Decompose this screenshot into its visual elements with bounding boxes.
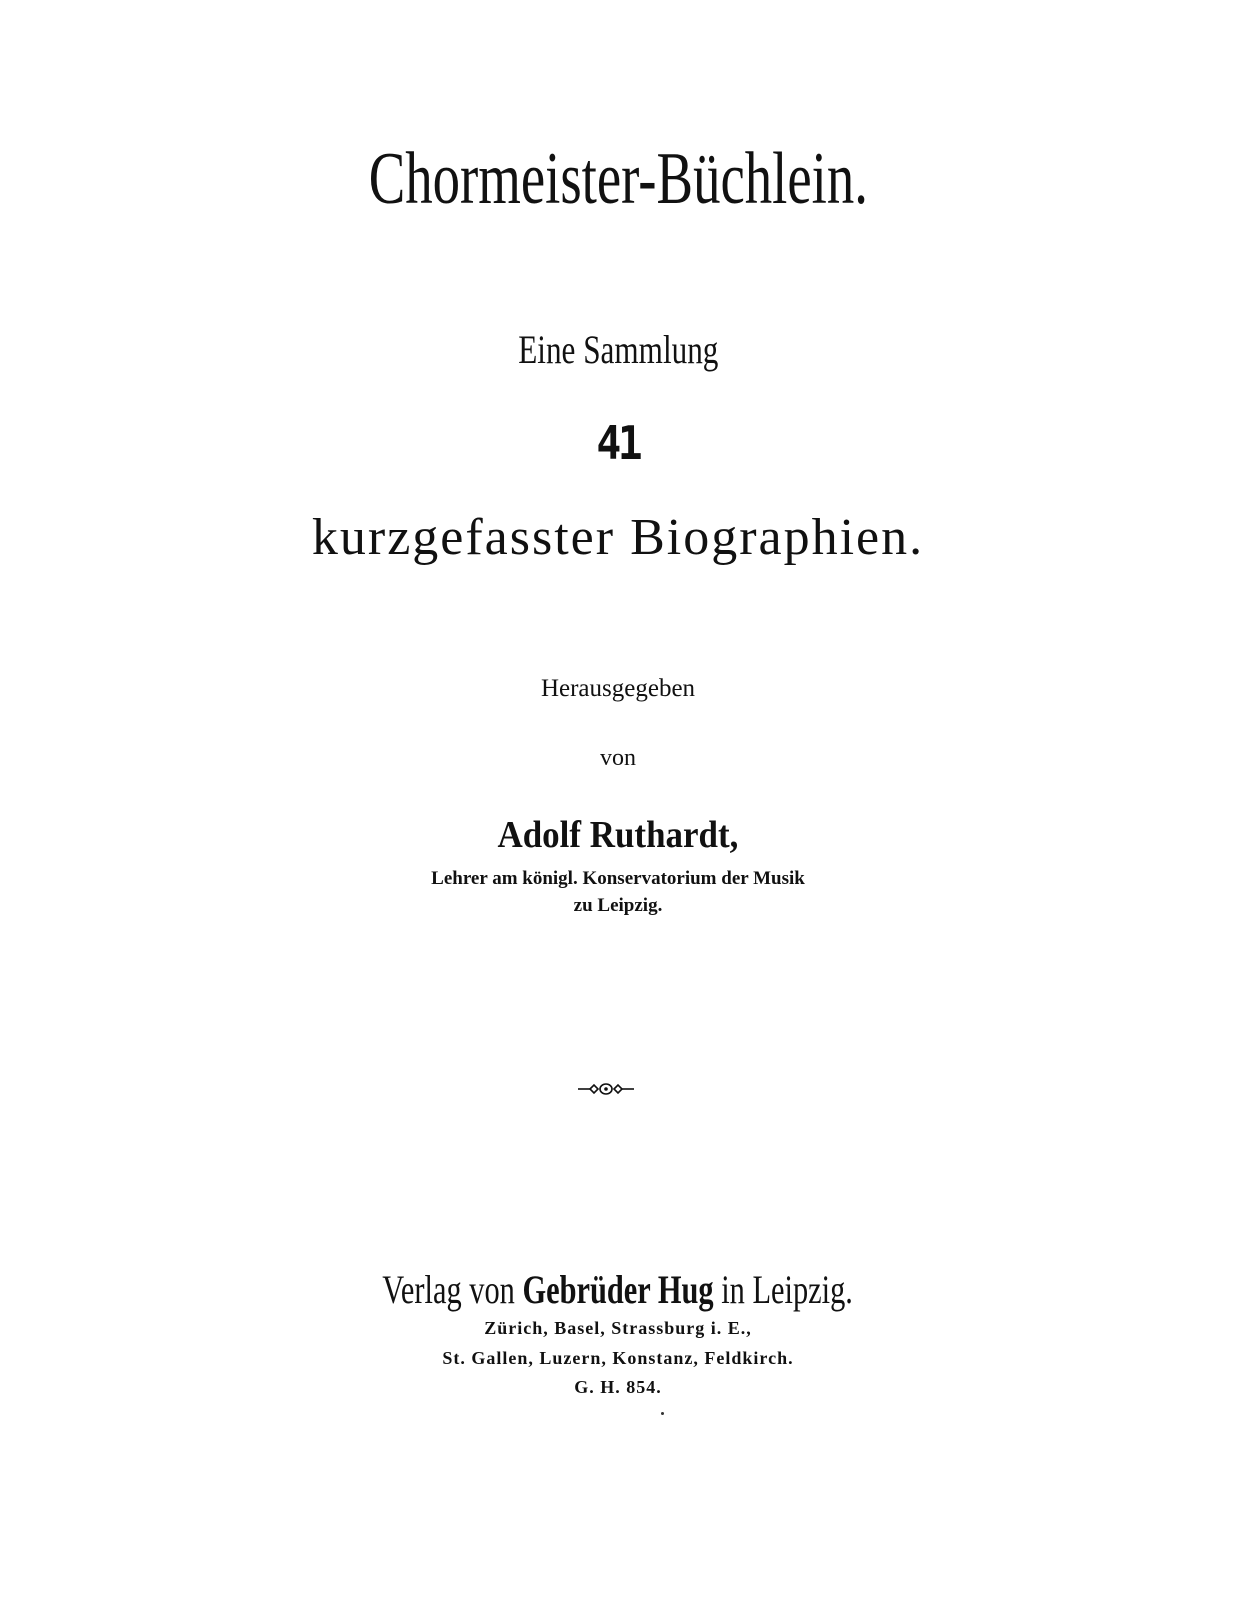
title-text: Chormeister-Büchlein. (368, 138, 868, 220)
publisher-line (0, 1267, 1236, 1312)
subtitle-line-1 (0, 327, 1236, 372)
decorative-ornament-icon (576, 1080, 636, 1098)
subtitle-line-2: kurzgefasster Biographien. (311, 509, 925, 566)
author-role-line-1: Lehrer am königl. Konservatorium der Musik (431, 868, 805, 889)
publisher-cities-line-2: St. Gallen, Luzern, Konstanz, Feldkirch. (442, 1348, 794, 1368)
editor-label: Herausgegeben (540, 675, 696, 702)
catalog-number: G. H. 854. (574, 1377, 662, 1397)
author-role-line-2: zu Leipzig. (573, 895, 663, 916)
page-title (0, 138, 1236, 220)
print-speck (661, 1412, 664, 1415)
subtitle-line-1-text: Eine Sammlung (517, 327, 719, 372)
publisher-line-text (382, 1267, 854, 1312)
publisher-prefix: Verlag von (382, 1267, 516, 1312)
biography-count (0, 416, 1236, 470)
publisher-suffix: in Leipzig. (721, 1267, 854, 1312)
publisher-cities-line-1: Zürich, Basel, Strassburg i. E., (484, 1318, 752, 1338)
by-label: von (600, 745, 636, 771)
author-name-text: Adolf Ruthardt, (497, 814, 739, 856)
author-name (0, 816, 1236, 854)
biography-count-text: 41 (596, 416, 640, 470)
publisher-name: Gebrüder Hug (522, 1267, 714, 1312)
